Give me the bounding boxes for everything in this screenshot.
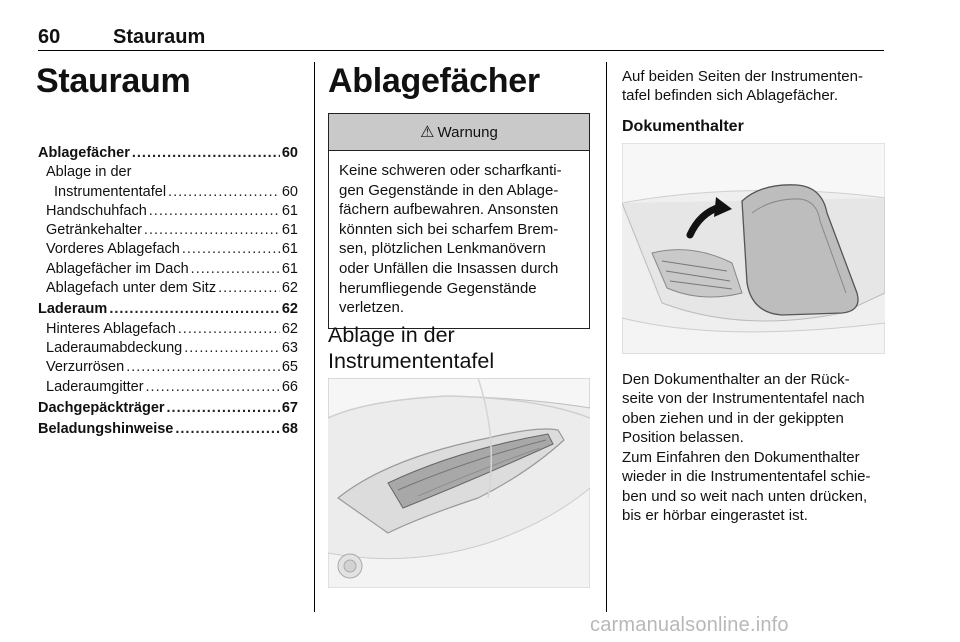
toc-entry[interactable]: Vorderes Ablagefach ..... 61 xyxy=(38,240,298,259)
toc-entry[interactable]: Ablagefach unter dem Sitz ..... 62 xyxy=(38,279,298,298)
document-holder-illustration xyxy=(622,143,885,354)
toc-entry[interactable]: Ablagefächer ..... 60 xyxy=(38,144,298,163)
subsection-title: Ablage in der Instrumententafel xyxy=(328,323,495,373)
subheading-dokumenthalter: Dokumenthalter xyxy=(622,118,744,135)
header-section-title: Stauraum xyxy=(113,26,206,48)
toc-entry[interactable]: Verzurrösen ..... 65 xyxy=(38,358,298,377)
warning-box xyxy=(328,113,590,329)
toc-entry[interactable]: Laderaum ..... 62 xyxy=(38,300,298,319)
table-of-contents xyxy=(38,144,298,439)
toc-entry[interactable]: Instrumententafel ..... 60 xyxy=(38,183,298,202)
warning-triangle-icon: ⚠ xyxy=(420,124,435,141)
toc-entry[interactable]: Laderaumabdeckung ..... 63 xyxy=(38,339,298,358)
header-rule xyxy=(38,50,884,51)
warning-line: gen Gegenstände in den Ablage- xyxy=(339,181,559,199)
toc-entry[interactable]: Dachgepäckträger ..... 67 xyxy=(38,399,298,418)
toc-entry[interactable]: Laderaumgitter ..... 66 xyxy=(38,378,298,397)
column-divider-left xyxy=(314,62,315,612)
instruction-paragraph-1: Den Dokumenthalter an der Rück- seite von der Instrumententafel nach oben ziehen und in der gekippten Position belassen. xyxy=(622,371,865,447)
page-header xyxy=(38,12,884,52)
instruction-paragraph-2: Zum Einfahren den Dokumenthalter wieder in die Instrumententafel schie- ben und so weit nach unten drücken, bis er hörbar eingerastet ist. xyxy=(622,449,871,525)
warning-line: fächern aufbewahren. Ansonsten xyxy=(339,201,559,219)
page-number: 60 xyxy=(38,26,61,48)
section-title: Ablagefächer xyxy=(328,62,540,100)
toc-entry[interactable]: Beladungshinweise ..... 68 xyxy=(38,420,298,439)
toc-entry[interactable]: Getränkehalter ..... 61 xyxy=(38,221,298,240)
toc-entry[interactable]: Handschuhfach ..... 61 xyxy=(38,202,298,221)
warning-line: könnten sich bei scharfem Brem- xyxy=(339,220,559,238)
warning-line: verletzen. xyxy=(339,299,405,317)
warning-line: oder Unfällen die Insassen durch xyxy=(339,259,559,277)
column-divider-right xyxy=(606,62,607,612)
warning-heading: Warnung xyxy=(437,123,498,141)
toc-entry[interactable]: Ablage in der xyxy=(46,164,132,181)
toc-entry[interactable]: Hinteres Ablagefach ..... 62 xyxy=(38,320,298,339)
warning-line: herumfliegende Gegenstände xyxy=(339,279,537,297)
warning-body xyxy=(329,151,589,328)
chapter-title: Stauraum xyxy=(36,62,191,100)
intro-paragraph: Auf beiden Seiten der Instrumenten- tafel befinden sich Ablagefächer. xyxy=(622,68,863,105)
warning-line: sen, plötzlichen Lenkmanövern xyxy=(339,240,546,258)
warning-line: Keine schweren oder scharfkanti- xyxy=(339,162,562,179)
watermark: carmanualsonline.info xyxy=(590,614,789,636)
warning-header xyxy=(329,114,589,151)
dashboard-storage-illustration xyxy=(328,378,590,588)
toc-entry[interactable]: Ablagefächer im Dach ..... 61 xyxy=(38,260,298,279)
